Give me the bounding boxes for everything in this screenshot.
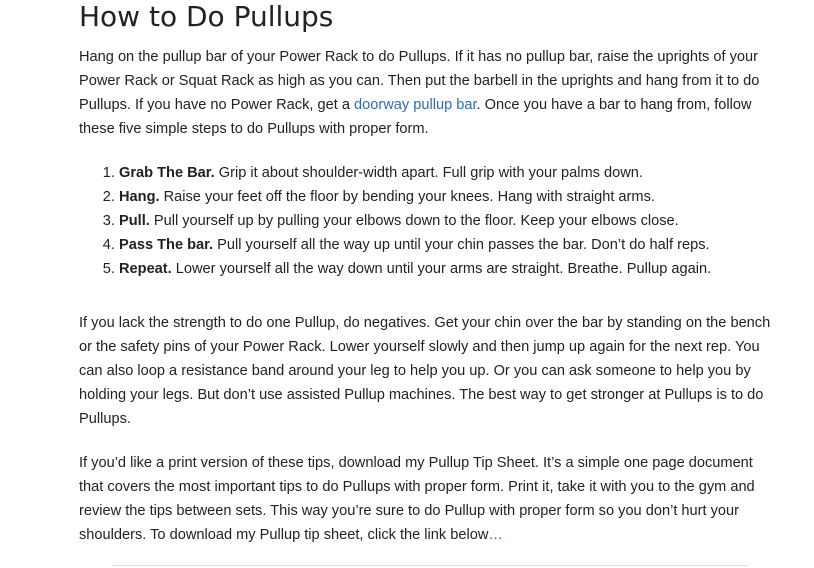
step-label: Pass The bar. [119,237,214,253]
list-item [119,185,779,209]
divider [113,565,747,566]
list-item [119,257,779,281]
step-text: Pull yourself all the way up until your chin passes the bar. Don’t do half reps. [213,237,710,253]
step-label: Grab The Bar. [119,165,215,181]
doorway-pullup-bar-link[interactable]: doorway pullup bar [354,97,477,113]
negatives-paragraph: If you lack the strength to do one Pullup, do negatives. Get your chin over the bar by standing on the bench or the safety pins of your Power Rack. Lower yourself slowly and then jump up again for the next rep. You can also loop a resistance band around your leg to help you up. Or you can ask someone to help you by holding your legs. But don’t use assisted Pullup machines. The best way to get stronger at Pullups is to do Pullups. [79,315,771,427]
step-label: Pull. [119,213,150,229]
intro-text-before-link: Hang on the pullup bar of your Power Rack to do Pullups. If it has no pullup bar, raise the uprights of your Power Rack or Squat Rack as high as you can. Then put the barbell in the uprights and hang from it to do Pullups. If you have no Power Rack, get a [79,49,760,113]
step-label: Repeat. [119,261,172,277]
page-title: How to Do Pullups [79,0,334,33]
step-text: Raise your feet off the floor by bending your knees. Hang with straight arms. [159,189,655,205]
step-text: Pull yourself up by pulling your elbows down to the floor. Keep your elbows close. [149,213,679,229]
step-label: Hang. [119,189,160,205]
list-item [119,233,779,257]
step-text: Lower yourself all the way down until your arms are straight. Breathe. Pullup again. [171,261,712,277]
steps-list [79,161,779,281]
step-text: Grip it about shoulder-width apart. Full grip with your palms down. [214,165,643,181]
list-item [119,209,779,233]
download-paragraph [79,451,779,547]
intro-paragraph [79,45,779,141]
list-item [119,161,779,185]
download-ellipsis: … [488,527,503,543]
intro-text-after-link: . Once you have a bar to hang from, follow these five simple steps to do Pullups with proper form. [79,97,752,137]
download-text: If you’d like a print version of these tips, download my Pullup Tip Sheet. It’s a simple one page document that covers the most important tips to do Pullups with proper form. Print it, take it with you to the gym and review the tips between sets. This way you’re sure to do Pullup with proper form so you don’t hurt your shoulders. To download my Pullup tip sheet, click the link below [79,455,755,543]
